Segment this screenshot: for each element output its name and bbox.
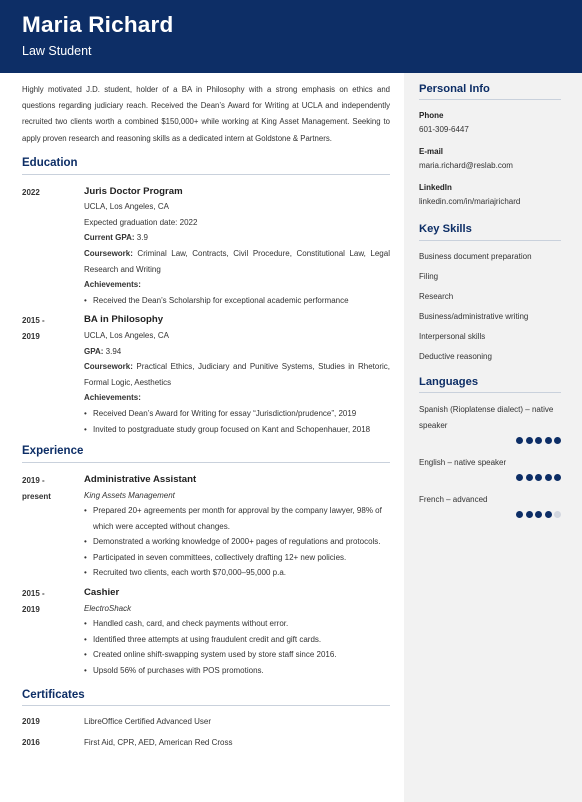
degree-title: Juris Doctor Program (84, 185, 183, 197)
sidebar (404, 73, 582, 802)
certificate-entry (22, 715, 390, 729)
company-name: King Assets Management (84, 490, 175, 500)
level-dot-filled (526, 474, 533, 481)
certificate-entry (22, 736, 390, 750)
skill-item: Research (419, 291, 454, 301)
job-title: Cashier (84, 587, 120, 599)
level-dot-filled (535, 511, 542, 518)
date-end: present (22, 491, 51, 501)
achievement-item: • Received Dean’s Award for Writing for essay “Jurisdiction/prudence”, 2019 (84, 406, 390, 422)
phone-value: 601-309-6447 (419, 125, 469, 135)
main-column (22, 82, 390, 757)
experience-heading: Experience (22, 445, 390, 463)
linkedin-label: LinkedIn (419, 183, 452, 193)
certificate-name: First Aid, CPR, AED, American Red Cross (84, 738, 233, 748)
skill-item: Interpersonal skills (419, 331, 486, 341)
linkedin-value[interactable]: linkedin.com/in/mariajrichard (419, 197, 521, 207)
responsibility-item: • Demonstrated a working knowledge of 2000+ pages of regulations and protocols. (84, 534, 390, 550)
school-name: UCLA, Los Angeles, CA (84, 202, 169, 212)
responsibility-item: • Created online shift-swapping system used by store staff since 2016. (84, 647, 390, 663)
expected-graduation: Expected graduation date: 2022 (84, 217, 198, 227)
language-name: English – native speaker (419, 458, 507, 468)
experience-entry (22, 472, 390, 581)
professional-summary: Highly motivated J.D. student, holder of a BA in Philosophy with a strong emphasis on ethics and questions regarding judiciary reach. Received the Dean’s Award for Writing at UCLA and independently recruited two clients worth a combined $150,000+ while working at King Asset Management. Seeking to apply proven research and reasoning skills as a dedicated intern at Goldstone & Partners. (22, 85, 390, 143)
date-end: 2019 (22, 331, 40, 341)
certificate-date: 2019 (22, 717, 40, 727)
level-dot-filled (516, 437, 523, 444)
certificate-name: LibreOffice Certified Advanced User (84, 717, 212, 727)
education-entry (22, 184, 390, 309)
coursework-value: Practical Ethics, Judiciary and Punitive Systems, Studies in Rhetoric, Formal Logic, Aesthetics (84, 362, 390, 387)
responsibility-item: • Identified three attempts at using fraudulent credit and gift cards. (84, 632, 390, 648)
language-name: Spanish (Rioplatense dialect) – native speaker (419, 405, 554, 431)
skill-item: Business/administrative writing (419, 311, 529, 321)
coursework-line (84, 246, 390, 277)
responsibility-item: • Upsold 56% of purchases with POS promotions. (84, 663, 390, 679)
achievement-item: • Received the Dean’s Scholarship for exceptional academic performance (84, 293, 390, 309)
phone-label: Phone (419, 111, 444, 121)
key-skills-heading: Key Skills (419, 223, 561, 240)
certificates-heading: Certificates (22, 689, 390, 707)
gpa-line (84, 344, 390, 360)
level-dot-filled (516, 511, 523, 518)
responsibility-item: • Recruited two clients, each worth $70,000–95,000 p.a. (84, 565, 390, 581)
language-level (419, 437, 561, 445)
gpa-label: GPA: (84, 346, 104, 356)
personal-info-heading: Personal Info (419, 83, 561, 100)
gpa-value: 3.9 (136, 233, 148, 243)
skill-item: Deductive reasoning (419, 351, 492, 361)
coursework-label: Coursework: (84, 248, 133, 258)
level-dot-filled (554, 474, 561, 481)
language-level (419, 474, 561, 482)
date-start: 2019 - (22, 475, 45, 485)
date-start: 2015 - (22, 589, 45, 599)
gpa-line (84, 230, 390, 246)
level-dot-filled (545, 511, 552, 518)
level-dot-filled (554, 437, 561, 444)
candidate-name: Maria Richard (22, 12, 174, 37)
entry-date: 2022 (22, 187, 40, 197)
job-title: Administrative Assistant (84, 473, 197, 485)
coursework-line (84, 359, 390, 390)
email-value[interactable]: maria.richard@reslab.com (419, 161, 513, 171)
level-dot-filled (545, 437, 552, 444)
education-entry (22, 312, 390, 437)
candidate-role: Law Student (22, 44, 92, 58)
degree-title: BA in Philosophy (84, 314, 164, 326)
achievement-item: • Invited to postgraduate study group focused on Kant and Schopenhauer, 2018 (84, 422, 390, 438)
level-dot-filled (545, 474, 552, 481)
responsibility-item: • Handled cash, card, and check payments without error. (84, 616, 390, 632)
responsibility-item: • Participated in seven committees, collectively drafting 12+ new policies. (84, 550, 390, 566)
date-end: 2019 (22, 604, 40, 614)
skill-item: Business document preparation (419, 251, 532, 261)
language-name: French – advanced (419, 495, 488, 505)
achievements-label: Achievements: (84, 280, 141, 290)
education-heading: Education (22, 157, 390, 175)
language-level (419, 511, 561, 519)
entry-date (22, 585, 84, 679)
skill-item: Filing (419, 271, 439, 281)
entry-date (22, 472, 84, 581)
gpa-label: Current GPA: (84, 233, 135, 243)
email-label: E-mail (419, 147, 444, 157)
level-dot-filled (526, 511, 533, 518)
experience-entry (22, 585, 390, 679)
resume-header (0, 0, 582, 73)
coursework-value: Criminal Law, Contracts, Civil Procedure, Constitutional Law, Legal Research and Writing (84, 248, 390, 274)
certificate-date: 2016 (22, 738, 40, 748)
level-dot-filled (535, 474, 542, 481)
gpa-value: 3.94 (105, 346, 122, 356)
date-start: 2015 - (22, 316, 45, 326)
school-name: UCLA, Los Angeles, CA (84, 330, 169, 340)
level-dot-filled (526, 437, 533, 444)
achievements-label: Achievements: (84, 393, 141, 403)
level-dot-filled (516, 474, 523, 481)
level-dot-empty (554, 511, 561, 518)
company-name: ElectroShack (84, 603, 132, 613)
responsibility-item: • Prepared 20+ agreements per month for approval by the company lawyer, 98% of which were accepted without changes. (84, 503, 390, 534)
coursework-label: Coursework: (84, 362, 133, 372)
level-dot-filled (535, 437, 542, 444)
entry-date (22, 312, 84, 437)
languages-heading: Languages (419, 376, 561, 393)
